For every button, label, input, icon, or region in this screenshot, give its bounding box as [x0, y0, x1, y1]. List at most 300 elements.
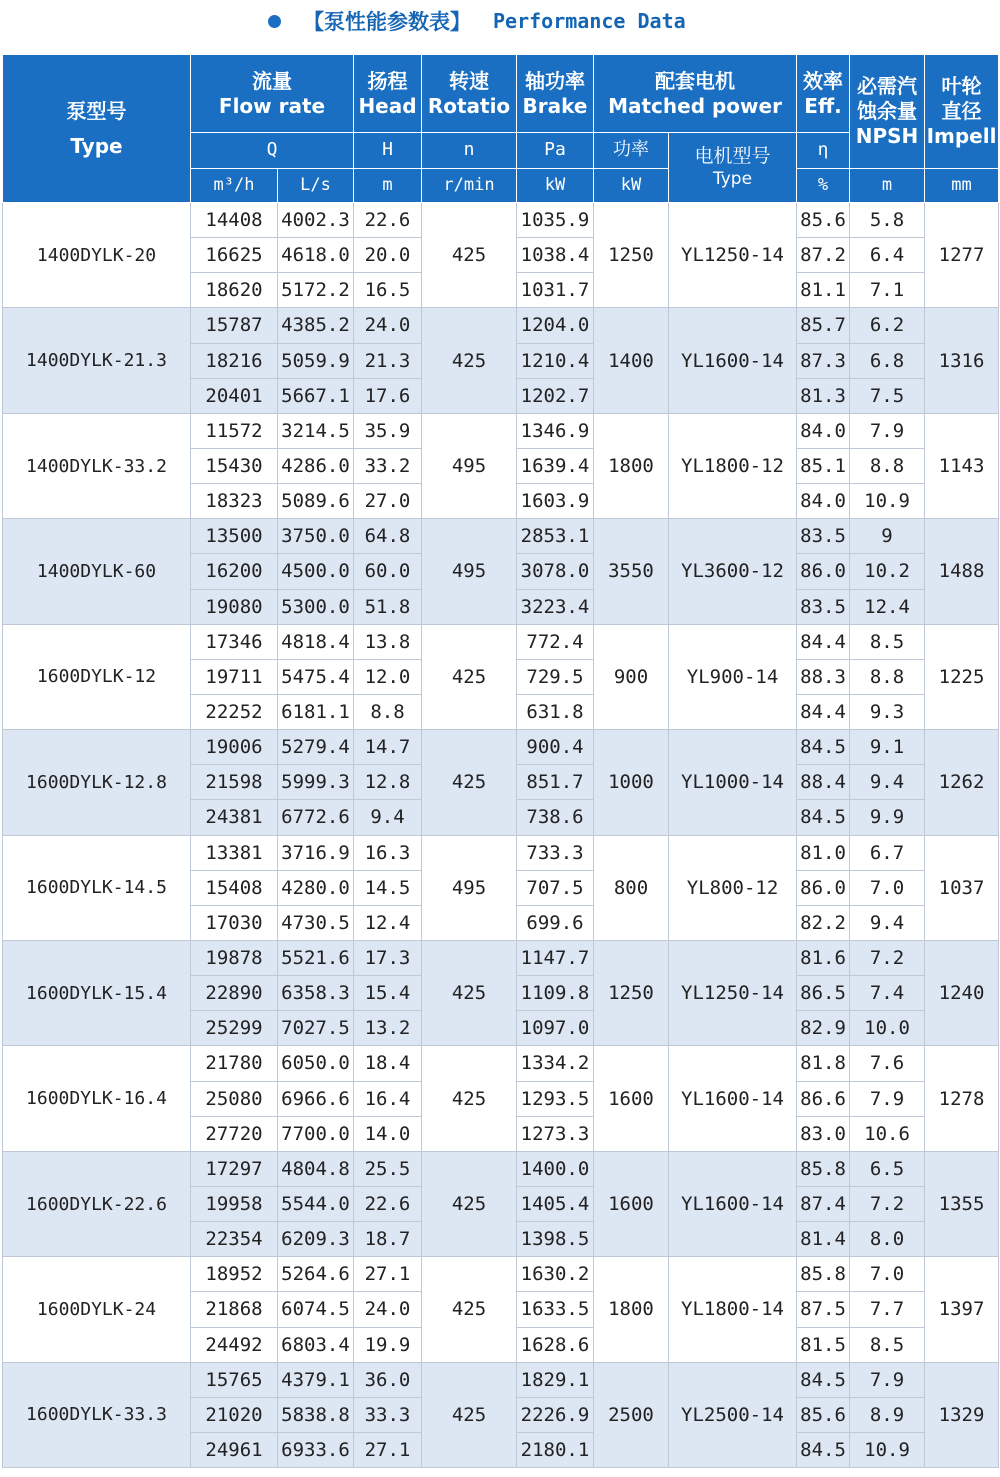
npsh-cell: 8.8 [850, 448, 925, 483]
brake-power-cell: 1603.9 [517, 484, 594, 519]
pump-type-cell: 1600DYLK-14.5 [3, 835, 191, 940]
impeller-cell: 1355 [925, 1151, 999, 1256]
performance-table [2, 54, 999, 1468]
brake-power-cell: 772.4 [517, 624, 594, 659]
brake-power-cell: 738.6 [517, 800, 594, 835]
brake-power-cell: 631.8 [517, 694, 594, 729]
header-npsh [850, 55, 925, 169]
head-cell: 24.0 [354, 1292, 422, 1327]
pump-type-cell: 1600DYLK-12.8 [3, 730, 191, 835]
brake-power-cell: 707.5 [517, 870, 594, 905]
npsh-cell: 9.1 [850, 730, 925, 765]
efficiency-cell: 86.0 [797, 554, 850, 589]
flow-ls-cell: 6209.3 [278, 1222, 354, 1257]
flow-ls-cell: 4804.8 [278, 1151, 354, 1186]
header-npsh-cn1: 必需汽 [857, 74, 918, 98]
table-row [3, 1151, 999, 1186]
motor-type-cell: YL3600-12 [669, 519, 797, 624]
efficiency-cell: 84.0 [797, 413, 850, 448]
table-row [3, 1362, 999, 1397]
flow-ls-cell: 5300.0 [278, 589, 354, 624]
motor-type-cell: YL1800-12 [669, 413, 797, 518]
title-cn: 【泵性能参数表】 [303, 10, 471, 34]
npsh-cell: 7.4 [850, 976, 925, 1011]
unit-mm: mm [925, 169, 999, 203]
flow-m3h-cell: 24492 [191, 1327, 278, 1362]
table-row [3, 413, 999, 448]
head-cell: 16.3 [354, 835, 422, 870]
npsh-cell: 9.3 [850, 694, 925, 729]
impeller-cell: 1397 [925, 1257, 999, 1362]
efficiency-cell: 81.4 [797, 1222, 850, 1257]
motor-type-cell: YL1600-14 [669, 1151, 797, 1256]
head-cell: 25.5 [354, 1151, 422, 1186]
brake-power-cell: 733.3 [517, 835, 594, 870]
bullet-dot-icon [268, 15, 281, 28]
header-speed-cn: 转速 [449, 68, 489, 93]
header-power-cn: 轴功率 [525, 68, 585, 93]
npsh-cell: 9.4 [850, 765, 925, 800]
table-row [3, 730, 999, 765]
pump-type-cell: 1600DYLK-12 [3, 624, 191, 729]
efficiency-cell: 82.2 [797, 905, 850, 940]
head-cell: 12.0 [354, 659, 422, 694]
npsh-cell: 7.9 [850, 1362, 925, 1397]
table-row [3, 624, 999, 659]
flow-m3h-cell: 25299 [191, 1011, 278, 1046]
flow-ls-cell: 3214.5 [278, 413, 354, 448]
npsh-cell: 5.8 [850, 203, 925, 238]
flow-ls-cell: 7027.5 [278, 1011, 354, 1046]
flow-m3h-cell: 18952 [191, 1257, 278, 1292]
head-cell: 16.5 [354, 273, 422, 308]
brake-power-cell: 1097.0 [517, 1011, 594, 1046]
flow-m3h-cell: 22252 [191, 694, 278, 729]
brake-power-cell: 1829.1 [517, 1362, 594, 1397]
flow-ls-cell: 3716.9 [278, 835, 354, 870]
pump-type-cell: 1400DYLK-60 [3, 519, 191, 624]
header-power-en: Brake [522, 93, 588, 118]
header-head-cn: 扬程 [367, 68, 408, 93]
head-cell: 9.4 [354, 800, 422, 835]
header-motor-type-en: Type [712, 168, 753, 189]
head-cell: 22.6 [354, 203, 422, 238]
motor-type-cell: YL900-14 [669, 624, 797, 729]
brake-power-cell: 3078.0 [517, 554, 594, 589]
flow-ls-cell: 6803.4 [278, 1327, 354, 1362]
impeller-cell: 1262 [925, 730, 999, 835]
motor-power-cell: 900 [594, 624, 669, 729]
brake-power-cell: 1031.7 [517, 273, 594, 308]
efficiency-cell: 81.0 [797, 835, 850, 870]
brake-power-cell: 1293.5 [517, 1081, 594, 1116]
flow-ls-cell: 7700.0 [278, 1116, 354, 1151]
flow-m3h-cell: 17297 [191, 1151, 278, 1186]
speed-cell: 495 [422, 519, 517, 624]
efficiency-cell: 87.4 [797, 1186, 850, 1221]
motor-power-cell: 1800 [594, 413, 669, 518]
flow-m3h-cell: 15408 [191, 870, 278, 905]
impeller-cell: 1143 [925, 413, 999, 518]
flow-ls-cell: 4002.3 [278, 203, 354, 238]
pump-type-cell: 1400DYLK-21.3 [3, 308, 191, 413]
header-sym-eta: η [797, 133, 850, 169]
header-motor-cn: 配套电机 [655, 68, 735, 93]
pump-type-cell: 1600DYLK-33.3 [3, 1362, 191, 1467]
efficiency-cell: 83.0 [797, 1116, 850, 1151]
npsh-cell: 10.0 [850, 1011, 925, 1046]
efficiency-cell: 85.6 [797, 203, 850, 238]
speed-cell: 425 [422, 940, 517, 1045]
npsh-cell: 10.6 [850, 1116, 925, 1151]
unit-pct: % [797, 169, 850, 203]
efficiency-cell: 81.3 [797, 378, 850, 413]
motor-power-cell: 1000 [594, 730, 669, 835]
impeller-cell: 1488 [925, 519, 999, 624]
header-type [3, 55, 191, 203]
flow-m3h-cell: 19080 [191, 589, 278, 624]
npsh-cell: 6.5 [850, 1151, 925, 1186]
table-row [3, 308, 999, 343]
flow-ls-cell: 5264.6 [278, 1257, 354, 1292]
head-cell: 16.4 [354, 1081, 422, 1116]
header-impeller-cn1: 叶轮 [941, 74, 982, 98]
motor-power-cell: 3550 [594, 519, 669, 624]
flow-ls-cell: 5544.0 [278, 1186, 354, 1221]
unit-head-m: m [354, 169, 422, 203]
brake-power-cell: 1639.4 [517, 448, 594, 483]
motor-power-cell: 1250 [594, 203, 669, 308]
header-impeller [925, 55, 999, 169]
flow-ls-cell: 4618.0 [278, 238, 354, 273]
motor-type-cell: YL1000-14 [669, 730, 797, 835]
brake-power-cell: 1109.8 [517, 976, 594, 1011]
motor-power-cell: 1250 [594, 940, 669, 1045]
flow-m3h-cell: 14408 [191, 203, 278, 238]
flow-m3h-cell: 20401 [191, 378, 278, 413]
flow-m3h-cell: 24961 [191, 1432, 278, 1467]
pump-type-cell: 1600DYLK-15.4 [3, 940, 191, 1045]
head-cell: 22.6 [354, 1186, 422, 1221]
table-row [3, 835, 999, 870]
brake-power-cell: 1202.7 [517, 378, 594, 413]
flow-m3h-cell: 19711 [191, 659, 278, 694]
motor-power-cell: 1400 [594, 308, 669, 413]
efficiency-cell: 81.6 [797, 940, 850, 975]
npsh-cell: 9.9 [850, 800, 925, 835]
npsh-cell: 7.6 [850, 1046, 925, 1081]
brake-power-cell: 1405.4 [517, 1186, 594, 1221]
npsh-cell: 9.4 [850, 905, 925, 940]
unit-kw: kW [517, 169, 594, 203]
flow-ls-cell: 3750.0 [278, 519, 354, 554]
flow-ls-cell: 5999.3 [278, 765, 354, 800]
header-npsh-en: NPSH [855, 124, 919, 148]
flow-ls-cell: 6966.6 [278, 1081, 354, 1116]
header-motor-power: 功率 [594, 133, 669, 169]
flow-ls-cell: 6074.5 [278, 1292, 354, 1327]
motor-power-cell: 1600 [594, 1046, 669, 1151]
flow-m3h-cell: 13381 [191, 835, 278, 870]
header-speed-en: Rotatio [427, 93, 511, 118]
motor-type-cell: YL1600-14 [669, 308, 797, 413]
head-cell: 51.8 [354, 589, 422, 624]
impeller-cell: 1316 [925, 308, 999, 413]
npsh-cell: 10.9 [850, 484, 925, 519]
npsh-cell: 6.4 [850, 238, 925, 273]
header-speed [422, 55, 517, 133]
unit-npsh-m: m [850, 169, 925, 203]
head-cell: 21.3 [354, 343, 422, 378]
efficiency-cell: 87.5 [797, 1292, 850, 1327]
npsh-cell: 7.7 [850, 1292, 925, 1327]
efficiency-cell: 84.4 [797, 624, 850, 659]
flow-m3h-cell: 18620 [191, 273, 278, 308]
motor-type-cell: YL2500-14 [669, 1362, 797, 1467]
header-sym-q: Q [191, 133, 354, 169]
brake-power-cell: 1210.4 [517, 343, 594, 378]
table-row [3, 203, 999, 238]
header-motor-type-cn: 电机型号 [694, 145, 771, 167]
head-cell: 27.0 [354, 484, 422, 519]
npsh-cell: 7.1 [850, 273, 925, 308]
brake-power-cell: 1204.0 [517, 308, 594, 343]
header-sym-h: H [354, 133, 422, 169]
flow-ls-cell: 5172.2 [278, 273, 354, 308]
header-motor [594, 55, 797, 133]
efficiency-cell: 84.4 [797, 694, 850, 729]
flow-ls-cell: 6358.3 [278, 976, 354, 1011]
page-title [0, 0, 1000, 42]
head-cell: 8.8 [354, 694, 422, 729]
flow-m3h-cell: 19878 [191, 940, 278, 975]
efficiency-cell: 81.8 [797, 1046, 850, 1081]
efficiency-cell: 88.4 [797, 765, 850, 800]
header-flow [191, 55, 354, 133]
motor-power-cell: 800 [594, 835, 669, 940]
flow-ls-cell: 5521.6 [278, 940, 354, 975]
motor-power-cell: 1600 [594, 1151, 669, 1256]
head-cell: 33.3 [354, 1397, 422, 1432]
head-cell: 27.1 [354, 1257, 422, 1292]
npsh-cell: 7.0 [850, 870, 925, 905]
flow-ls-cell: 4385.2 [278, 308, 354, 343]
efficiency-cell: 84.5 [797, 800, 850, 835]
impeller-cell: 1329 [925, 1362, 999, 1467]
impeller-cell: 1277 [925, 203, 999, 308]
flow-m3h-cell: 13500 [191, 519, 278, 554]
pump-type-cell: 1600DYLK-22.6 [3, 1151, 191, 1256]
head-cell: 18.4 [354, 1046, 422, 1081]
flow-m3h-cell: 16625 [191, 238, 278, 273]
unit-motor-kw: kW [594, 169, 669, 203]
flow-m3h-cell: 15430 [191, 448, 278, 483]
efficiency-cell: 87.3 [797, 343, 850, 378]
flow-ls-cell: 5667.1 [278, 378, 354, 413]
npsh-cell: 7.5 [850, 378, 925, 413]
efficiency-cell: 85.6 [797, 1397, 850, 1432]
header-impeller-cn2: 直径 [941, 99, 982, 123]
efficiency-cell: 84.5 [797, 1432, 850, 1467]
efficiency-cell: 87.2 [797, 238, 850, 273]
header-eff-en: Eff. [804, 93, 842, 118]
head-cell: 13.2 [354, 1011, 422, 1046]
efficiency-cell: 82.9 [797, 1011, 850, 1046]
header-head-en: Head [358, 93, 417, 118]
flow-m3h-cell: 21868 [191, 1292, 278, 1327]
head-cell: 33.2 [354, 448, 422, 483]
flow-ls-cell: 5089.6 [278, 484, 354, 519]
flow-ls-cell: 4730.5 [278, 905, 354, 940]
npsh-cell: 7.2 [850, 940, 925, 975]
header-npsh-cn2: 蚀余量 [857, 99, 918, 123]
npsh-cell: 8.0 [850, 1222, 925, 1257]
flow-ls-cell: 4500.0 [278, 554, 354, 589]
npsh-cell: 8.5 [850, 624, 925, 659]
speed-cell: 425 [422, 1151, 517, 1256]
brake-power-cell: 1334.2 [517, 1046, 594, 1081]
flow-m3h-cell: 17030 [191, 905, 278, 940]
flow-ls-cell: 5475.4 [278, 659, 354, 694]
flow-m3h-cell: 22890 [191, 976, 278, 1011]
header-sym-pa: Pa [517, 133, 594, 169]
brake-power-cell: 900.4 [517, 730, 594, 765]
npsh-cell: 8.5 [850, 1327, 925, 1362]
impeller-cell: 1037 [925, 835, 999, 940]
unit-rmin: r/min [422, 169, 517, 203]
head-cell: 17.6 [354, 378, 422, 413]
flow-m3h-cell: 11572 [191, 413, 278, 448]
npsh-cell: 10.9 [850, 1432, 925, 1467]
speed-cell: 495 [422, 835, 517, 940]
npsh-cell: 12.4 [850, 589, 925, 624]
efficiency-cell: 86.5 [797, 976, 850, 1011]
brake-power-cell: 699.6 [517, 905, 594, 940]
brake-power-cell: 1398.5 [517, 1222, 594, 1257]
efficiency-cell: 84.5 [797, 1362, 850, 1397]
flow-ls-cell: 4379.1 [278, 1362, 354, 1397]
npsh-cell: 6.7 [850, 835, 925, 870]
flow-m3h-cell: 24381 [191, 800, 278, 835]
table-body [3, 203, 999, 1468]
flow-m3h-cell: 22354 [191, 1222, 278, 1257]
head-cell: 12.4 [354, 905, 422, 940]
npsh-cell: 6.2 [850, 308, 925, 343]
head-cell: 24.0 [354, 308, 422, 343]
header-type-en: Type [70, 133, 123, 158]
pump-type-cell: 1600DYLK-24 [3, 1257, 191, 1362]
head-cell: 64.8 [354, 519, 422, 554]
unit-m3h: m³/h [191, 169, 278, 203]
motor-type-cell: YL1600-14 [669, 1046, 797, 1151]
speed-cell: 425 [422, 624, 517, 729]
flow-ls-cell: 6050.0 [278, 1046, 354, 1081]
brake-power-cell: 1400.0 [517, 1151, 594, 1186]
efficiency-cell: 84.5 [797, 730, 850, 765]
header-motor-type [669, 133, 797, 203]
header-motor-en: Matched power [608, 93, 782, 118]
efficiency-cell: 81.1 [797, 273, 850, 308]
impeller-cell: 1225 [925, 624, 999, 729]
flow-m3h-cell: 15765 [191, 1362, 278, 1397]
brake-power-cell: 851.7 [517, 765, 594, 800]
header-impeller-en: Impell [926, 124, 997, 148]
efficiency-cell: 86.0 [797, 870, 850, 905]
flow-m3h-cell: 16200 [191, 554, 278, 589]
table-row [3, 1257, 999, 1292]
motor-power-cell: 2500 [594, 1362, 669, 1467]
brake-power-cell: 729.5 [517, 659, 594, 694]
npsh-cell: 7.9 [850, 1081, 925, 1116]
impeller-cell: 1240 [925, 940, 999, 1045]
brake-power-cell: 2853.1 [517, 519, 594, 554]
head-cell: 15.4 [354, 976, 422, 1011]
efficiency-cell: 85.1 [797, 448, 850, 483]
head-cell: 60.0 [354, 554, 422, 589]
pump-type-cell: 1600DYLK-16.4 [3, 1046, 191, 1151]
npsh-cell: 9 [850, 519, 925, 554]
head-cell: 13.8 [354, 624, 422, 659]
flow-m3h-cell: 17346 [191, 624, 278, 659]
flow-m3h-cell: 19958 [191, 1186, 278, 1221]
head-cell: 14.5 [354, 870, 422, 905]
head-cell: 14.7 [354, 730, 422, 765]
flow-m3h-cell: 18323 [191, 484, 278, 519]
pump-type-cell: 1400DYLK-20 [3, 203, 191, 308]
head-cell: 18.7 [354, 1222, 422, 1257]
head-cell: 27.1 [354, 1432, 422, 1467]
header-flow-cn: 流量 [252, 68, 292, 93]
speed-cell: 425 [422, 308, 517, 413]
npsh-cell: 7.9 [850, 413, 925, 448]
efficiency-cell: 85.8 [797, 1151, 850, 1186]
efficiency-cell: 83.5 [797, 589, 850, 624]
efficiency-cell: 88.3 [797, 659, 850, 694]
flow-ls-cell: 6933.6 [278, 1432, 354, 1467]
motor-type-cell: YL800-12 [669, 835, 797, 940]
npsh-cell: 8.8 [850, 659, 925, 694]
brake-power-cell: 3223.4 [517, 589, 594, 624]
head-cell: 35.9 [354, 413, 422, 448]
efficiency-cell: 81.5 [797, 1327, 850, 1362]
brake-power-cell: 1035.9 [517, 203, 594, 238]
head-cell: 12.8 [354, 765, 422, 800]
brake-power-cell: 1346.9 [517, 413, 594, 448]
head-cell: 17.3 [354, 940, 422, 975]
npsh-cell: 10.2 [850, 554, 925, 589]
flow-ls-cell: 5838.8 [278, 1397, 354, 1432]
header-type-cn: 泵型号 [66, 98, 127, 123]
speed-cell: 495 [422, 413, 517, 518]
motor-type-cell: YL1250-14 [669, 940, 797, 1045]
npsh-cell: 7.0 [850, 1257, 925, 1292]
flow-ls-cell: 5059.9 [278, 343, 354, 378]
unit-ls: L/s [278, 169, 354, 203]
flow-ls-cell: 4280.0 [278, 870, 354, 905]
flow-m3h-cell: 15787 [191, 308, 278, 343]
motor-type-cell: YL1800-14 [669, 1257, 797, 1362]
speed-cell: 425 [422, 1046, 517, 1151]
flow-m3h-cell: 25080 [191, 1081, 278, 1116]
flow-m3h-cell: 21598 [191, 765, 278, 800]
speed-cell: 425 [422, 730, 517, 835]
header-head [354, 55, 422, 133]
npsh-cell: 7.2 [850, 1186, 925, 1221]
header-flow-en: Flow rate [218, 93, 326, 118]
brake-power-cell: 1628.6 [517, 1327, 594, 1362]
brake-power-cell: 1147.7 [517, 940, 594, 975]
head-cell: 20.0 [354, 238, 422, 273]
